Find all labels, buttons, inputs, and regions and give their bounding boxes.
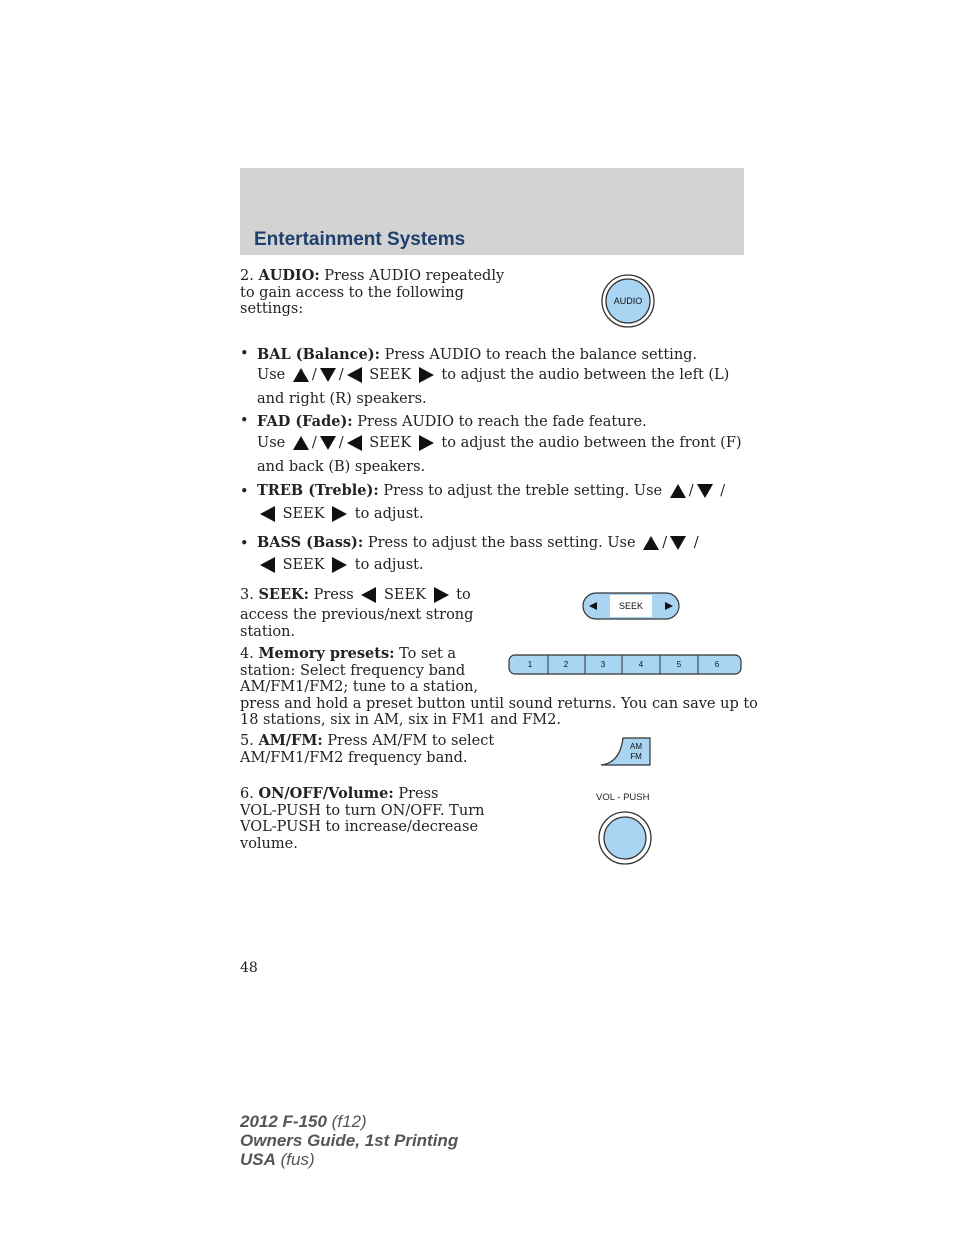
audio-button-illustration [600,273,656,329]
preset-4-label: 4 [638,660,644,669]
up-arrow-icon [293,368,309,382]
right-arrow-icon [332,506,347,522]
bal-line2: Use / / SEEK to adjust the audio between the left (L) [257,367,730,383]
up-arrow-icon [293,436,309,450]
bullet-dot: • [240,413,249,429]
bal-line3: and right (R) speakers. [257,391,427,407]
left-arrow-icon [260,557,275,573]
preset-2-label: 2 [563,660,569,669]
right-arrow-icon [332,557,347,573]
seek-line1: 3. SEEK: Press SEEK to [240,586,471,603]
section-header [240,168,744,255]
fad-line1: FAD (Fade): Press AUDIO to reach the fade feature. [257,413,647,430]
fad-line3: and back (B) speakers. [257,459,426,475]
left-arrow-icon [347,435,362,451]
fad-line2: Use / / SEEK to adjust the audio between the front (F) [257,435,742,451]
amfm-label-fm: FM [630,752,642,761]
amfm-label-am: AM [630,742,642,751]
bullet-dot: • [240,346,249,362]
seek-button-label: SEEK [618,601,644,611]
presets-text: 4. Memory presets: To set a station: Select frequency band AM/FM1/FM2; tune to a station, press and hold a preset button until sound returns. You can save up to 18 stations, six in AM, six in FM1 and FM2. [240,645,758,729]
left-arrow-icon [361,587,376,603]
down-arrow-icon [320,436,336,450]
up-arrow-icon [643,536,659,550]
preset-3-label: 3 [600,660,606,669]
right-arrow-icon [419,367,434,383]
audio-button-label: AUDIO [613,296,643,306]
bal-line1: BAL (Balance): Press AUDIO to reach the balance setting. [257,346,698,363]
preset-5-label: 5 [676,660,682,669]
bass-line2: SEEK to adjust. [257,557,424,573]
preset-1-label: 1 [527,660,533,669]
amfm-button-illustration [600,737,652,767]
left-arrow-icon [347,367,362,383]
seek-line2-3: access the previous/next strong station. [240,607,474,640]
audio-description: 2. AUDIO: Press AUDIO repeatedly to gain access to the following settings: [240,267,505,318]
up-arrow-icon [670,484,686,498]
bullet-dot: • [240,536,249,552]
down-arrow-icon [320,368,336,382]
volume-text: 6. ON/OFF/Volume: Press VOL-PUSH to turn ON/OFF. Turn VOL-PUSH to increase/decrease volume. [240,785,485,852]
right-arrow-icon [419,435,434,451]
down-arrow-icon [670,536,686,550]
seek-button-illustration [582,592,680,620]
bass-line1: BASS (Bass): Press to adjust the bass setting. Use / / [257,534,699,551]
amfm-text: 5. AM/FM: Press AM/FM to select AM/FM1/FM2 frequency band. [240,732,495,766]
left-arrow-icon [260,506,275,522]
bullet-dot: • [240,484,249,500]
footer: 2012 F-150 (f12) Owners Guide, 1st Printing USA (fus) [240,1112,459,1169]
section-title: Entertainment Systems [254,229,466,250]
preset-buttons-illustration [508,654,742,675]
right-arrow-icon [434,587,449,603]
down-arrow-icon [697,484,713,498]
treb-line2: SEEK to adjust. [257,506,424,522]
page-number: 48 [240,960,258,976]
treb-line1: TREB (Treble): Press to adjust the treble setting. Use / / [257,482,726,499]
vol-push-label: VOL - PUSH [596,792,650,803]
preset-6-label: 6 [714,660,720,669]
volume-knob-illustration [597,810,653,866]
